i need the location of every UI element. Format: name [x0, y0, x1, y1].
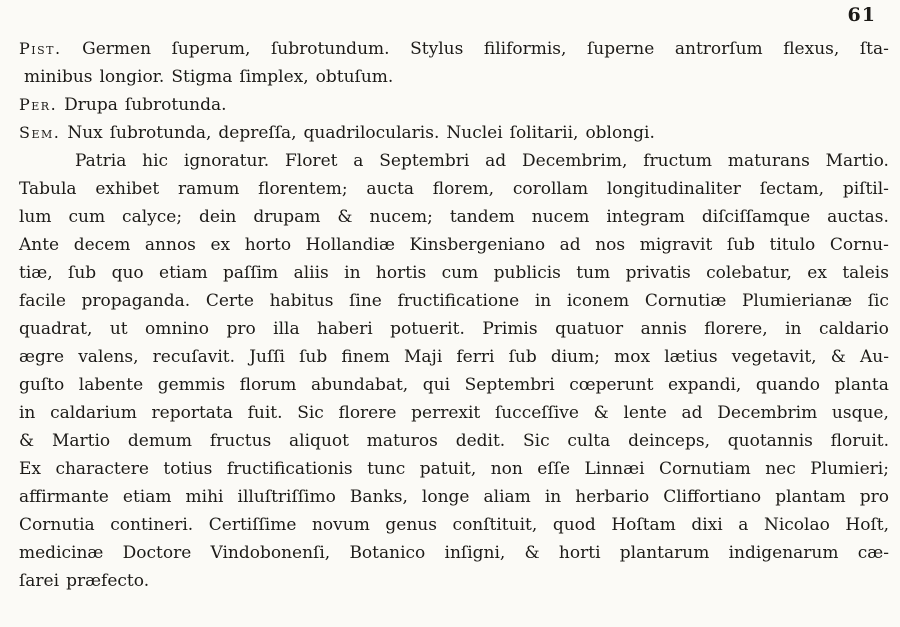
- word: lætius: [664, 347, 718, 367]
- word: Cornutiam: [658, 459, 751, 479]
- word: nec: [765, 459, 796, 479]
- word: deinceps,: [628, 431, 710, 451]
- text-line: [19, 119, 889, 147]
- word: quadrat,: [19, 319, 93, 339]
- word: Banks,: [349, 487, 408, 507]
- word: Plumieri;: [810, 459, 889, 479]
- word: Certiſſime: [208, 515, 297, 535]
- word: Nicolao: [763, 515, 830, 535]
- word: Vindobonenſi,: [210, 543, 331, 563]
- text-line: [19, 511, 889, 539]
- text-line: [19, 343, 889, 371]
- word: ex: [807, 263, 827, 283]
- word: aliis: [293, 263, 329, 283]
- section-label: Per.: [19, 95, 58, 114]
- word: valens,: [78, 347, 139, 367]
- word: ex: [210, 235, 231, 255]
- word: ad: [559, 235, 581, 255]
- word: Doctore: [122, 543, 192, 563]
- word: Septembri: [379, 151, 470, 171]
- word: annis: [640, 319, 687, 339]
- word: aliquot: [289, 431, 349, 451]
- word: genus: [385, 515, 437, 535]
- word: nucem;: [369, 207, 433, 227]
- word: pro: [859, 487, 889, 507]
- word: florere: [338, 403, 397, 423]
- word: oblongi.: [585, 123, 655, 143]
- word: præfecto.: [66, 571, 150, 591]
- word: etiam: [159, 263, 208, 283]
- word: Decembrim,: [522, 151, 628, 171]
- text-line: [19, 567, 889, 595]
- word: Hoſtam: [611, 515, 676, 535]
- word: ad: [681, 403, 703, 423]
- word: propaganda.: [81, 291, 191, 311]
- word: ſolitarii,: [509, 123, 579, 143]
- word: fructum: [643, 151, 712, 171]
- word: Cornutia: [19, 515, 95, 535]
- word: a: [738, 515, 749, 535]
- word: ſub: [508, 347, 537, 367]
- word: publicis: [493, 263, 561, 283]
- text-line: [19, 175, 889, 203]
- word: potuerit.: [390, 319, 465, 339]
- word: obtuſum.: [315, 67, 394, 87]
- word: non: [490, 459, 523, 479]
- text-body: [19, 35, 889, 595]
- word: ſubrotunda,: [109, 123, 212, 143]
- word: recuſavit.: [152, 347, 236, 367]
- word: Nuclei: [446, 123, 503, 143]
- word: ſic: [867, 291, 889, 311]
- word: tiæ,: [19, 263, 53, 283]
- text-line: [19, 427, 889, 455]
- word: ægre: [19, 347, 65, 367]
- word: Septembri: [464, 375, 555, 395]
- word: Cornutiæ: [644, 291, 727, 311]
- word: dedit.: [455, 431, 506, 451]
- word: taleis: [842, 263, 889, 283]
- word: &: [830, 347, 846, 367]
- word: privatis: [625, 263, 691, 283]
- word: dixi: [691, 515, 723, 535]
- text-line: [19, 91, 889, 119]
- word: horti: [558, 543, 601, 563]
- word: &: [524, 543, 540, 563]
- word: diſciſſamque: [701, 207, 811, 227]
- word: contineri.: [110, 515, 194, 535]
- word: maturans: [727, 151, 810, 171]
- word: tum: [576, 263, 611, 283]
- word: totius: [163, 459, 213, 479]
- word: caldario: [818, 319, 889, 339]
- text-line: [19, 455, 889, 483]
- word: quadrilocularis.: [303, 123, 440, 143]
- word: Ante: [19, 235, 60, 255]
- word: ſuperne: [587, 39, 655, 59]
- word: lente: [623, 403, 667, 423]
- word: florentem;: [258, 179, 348, 199]
- word: mihi: [185, 487, 224, 507]
- word: eſſe: [537, 459, 571, 479]
- text-line: [19, 483, 889, 511]
- word: ſub: [726, 235, 755, 255]
- word: indigenarum: [728, 543, 839, 563]
- word: Stigma: [171, 67, 233, 87]
- text-line: [19, 203, 889, 231]
- word: antrorſum: [674, 39, 763, 59]
- word: plantam: [775, 487, 846, 507]
- word: qui: [422, 375, 451, 395]
- word: &: [337, 207, 353, 227]
- word: perrexit: [411, 403, 481, 423]
- word: florum: [239, 375, 297, 395]
- text-line: [19, 539, 889, 567]
- text-line: [19, 315, 889, 343]
- word: Tabula: [19, 179, 77, 199]
- word: ſimplex,: [239, 67, 309, 87]
- word: Botanico: [349, 543, 426, 563]
- word: horto: [244, 235, 292, 255]
- word: cum: [441, 263, 479, 283]
- word: abundabat,: [311, 375, 409, 395]
- word: in: [534, 291, 552, 311]
- text-line: [19, 371, 889, 399]
- word: drupam: [253, 207, 321, 227]
- word: exhibet: [95, 179, 160, 199]
- word: demum: [127, 431, 193, 451]
- word: habitus: [269, 291, 334, 311]
- section-label: Pist.: [19, 39, 62, 58]
- word: longior.: [99, 67, 165, 87]
- word: aucta: [366, 179, 414, 199]
- word: conſtituit,: [452, 515, 538, 535]
- word: Cornu-: [829, 235, 889, 255]
- word: ſectam,: [759, 179, 825, 199]
- word: etiam: [122, 487, 172, 507]
- word: Hoſt,: [845, 515, 889, 535]
- text-line: [19, 287, 889, 315]
- word: flexus,: [783, 39, 840, 59]
- word: in: [344, 263, 361, 283]
- word: cæ-: [857, 543, 889, 563]
- word: illa: [273, 319, 300, 339]
- word: ſarei: [19, 571, 60, 591]
- word: integram: [606, 207, 685, 227]
- word: Stylus: [410, 39, 464, 59]
- word: Sic: [297, 403, 324, 423]
- word: mox: [614, 347, 651, 367]
- word: Ex: [19, 459, 41, 479]
- section-label: Sem.: [19, 123, 61, 142]
- word: culta: [567, 431, 611, 451]
- word: Germen: [82, 39, 152, 59]
- word: &: [593, 403, 609, 423]
- word: guſto: [19, 375, 65, 395]
- word: ignoratur.: [183, 151, 270, 171]
- word: ſucceſſive: [494, 403, 579, 423]
- word: longitudinaliter: [606, 179, 741, 199]
- word: plantarum: [619, 543, 710, 563]
- word: colebatur,: [706, 263, 792, 283]
- word: reportata: [151, 403, 233, 423]
- word: depreſſa,: [218, 123, 297, 143]
- word: vegetavit,: [731, 347, 817, 367]
- word: fuit.: [247, 403, 283, 423]
- word: herbario: [575, 487, 650, 507]
- word: paſſim: [223, 263, 279, 283]
- word: in: [19, 403, 36, 423]
- word: fructificationis: [226, 459, 353, 479]
- word: florem,: [432, 179, 495, 199]
- word: Nux: [67, 123, 103, 143]
- word: medicinæ: [19, 543, 104, 563]
- word: decem: [73, 235, 131, 255]
- word: tunc: [367, 459, 406, 479]
- word: ferri: [456, 347, 495, 367]
- word: quando: [755, 375, 820, 395]
- word: Drupa: [64, 95, 118, 115]
- word: a: [353, 151, 364, 171]
- word: minibus: [24, 67, 93, 87]
- word: quatuor: [555, 319, 624, 339]
- word: fructus: [209, 431, 272, 451]
- word: Juſſi: [249, 347, 285, 367]
- word: Primis: [482, 319, 538, 339]
- word: Au-: [859, 347, 889, 367]
- word: ſub: [68, 263, 97, 283]
- word: dium;: [550, 347, 600, 367]
- word: Cliffortiano: [663, 487, 762, 507]
- word: Certe: [205, 291, 254, 311]
- word: labente: [78, 375, 144, 395]
- word: expandi,: [667, 375, 742, 395]
- word: ſta-: [859, 39, 889, 59]
- word: tandem: [449, 207, 515, 227]
- word: Martio: [51, 431, 111, 451]
- word: maturos: [366, 431, 438, 451]
- word: longe: [421, 487, 470, 507]
- text-line: [19, 399, 889, 427]
- text-line: [24, 63, 889, 91]
- word: pro: [226, 319, 256, 339]
- word: gemmis: [157, 375, 226, 395]
- word: finem: [341, 347, 390, 367]
- word: migravit: [639, 235, 713, 255]
- word: caldarium: [50, 403, 137, 423]
- word: facile: [19, 291, 66, 311]
- word: Maji: [404, 347, 443, 367]
- word: &: [19, 431, 35, 451]
- word: usque,: [831, 403, 889, 423]
- word: charactere: [55, 459, 149, 479]
- word: corollam: [512, 179, 589, 199]
- word: omnino: [145, 319, 209, 339]
- word: florere,: [704, 319, 768, 339]
- word: fructificatione: [397, 291, 520, 311]
- word: hic: [142, 151, 169, 171]
- word: in: [785, 319, 802, 339]
- word: haberi: [317, 319, 373, 339]
- word: cœperunt: [569, 375, 654, 395]
- word: Linnæi: [584, 459, 645, 479]
- word: ſuperum,: [171, 39, 251, 59]
- word: Plumierianæ: [741, 291, 853, 311]
- text-line: [19, 35, 889, 63]
- word: auctas.: [827, 207, 889, 227]
- word: ſubrotunda.: [124, 95, 227, 115]
- word: Floret: [284, 151, 338, 171]
- word: novum: [311, 515, 370, 535]
- word: quotannis: [727, 431, 813, 451]
- word: Decembrim: [717, 403, 818, 423]
- word: annos: [144, 235, 196, 255]
- word: Martio.: [825, 151, 889, 171]
- word: filiformis,: [483, 39, 567, 59]
- word: dein: [199, 207, 237, 227]
- word: ſub: [299, 347, 328, 367]
- word: ad: [485, 151, 507, 171]
- word: Patria: [75, 151, 127, 171]
- word: hortis: [375, 263, 427, 283]
- word: nucem: [531, 207, 590, 227]
- word: affirmante: [19, 487, 109, 507]
- word: piſtil-: [842, 179, 889, 199]
- word: floruit.: [830, 431, 889, 451]
- text-line: [19, 231, 889, 259]
- word: aliam: [483, 487, 531, 507]
- word: cum: [68, 207, 106, 227]
- word: ſubrotundum.: [270, 39, 390, 59]
- word: illuſtriſſimo: [237, 487, 336, 507]
- word: ſine: [349, 291, 382, 311]
- word: in: [544, 487, 562, 507]
- word: iconem: [566, 291, 630, 311]
- word: lum: [19, 207, 52, 227]
- word: inſigni,: [444, 543, 506, 563]
- word: quo: [111, 263, 144, 283]
- word: Sic: [522, 431, 550, 451]
- text-line: [75, 147, 889, 175]
- word: calyce;: [122, 207, 183, 227]
- text-line: [19, 259, 889, 287]
- word: ut: [109, 319, 128, 339]
- word: Hollandiæ: [305, 235, 395, 255]
- word: Kinsbergeniano: [409, 235, 546, 255]
- word: planta: [834, 375, 889, 395]
- word: ramum: [177, 179, 240, 199]
- page-number: 61: [847, 4, 876, 26]
- word: patuit,: [419, 459, 477, 479]
- word: quod: [552, 515, 596, 535]
- word: nos: [595, 235, 626, 255]
- word: titulo: [769, 235, 816, 255]
